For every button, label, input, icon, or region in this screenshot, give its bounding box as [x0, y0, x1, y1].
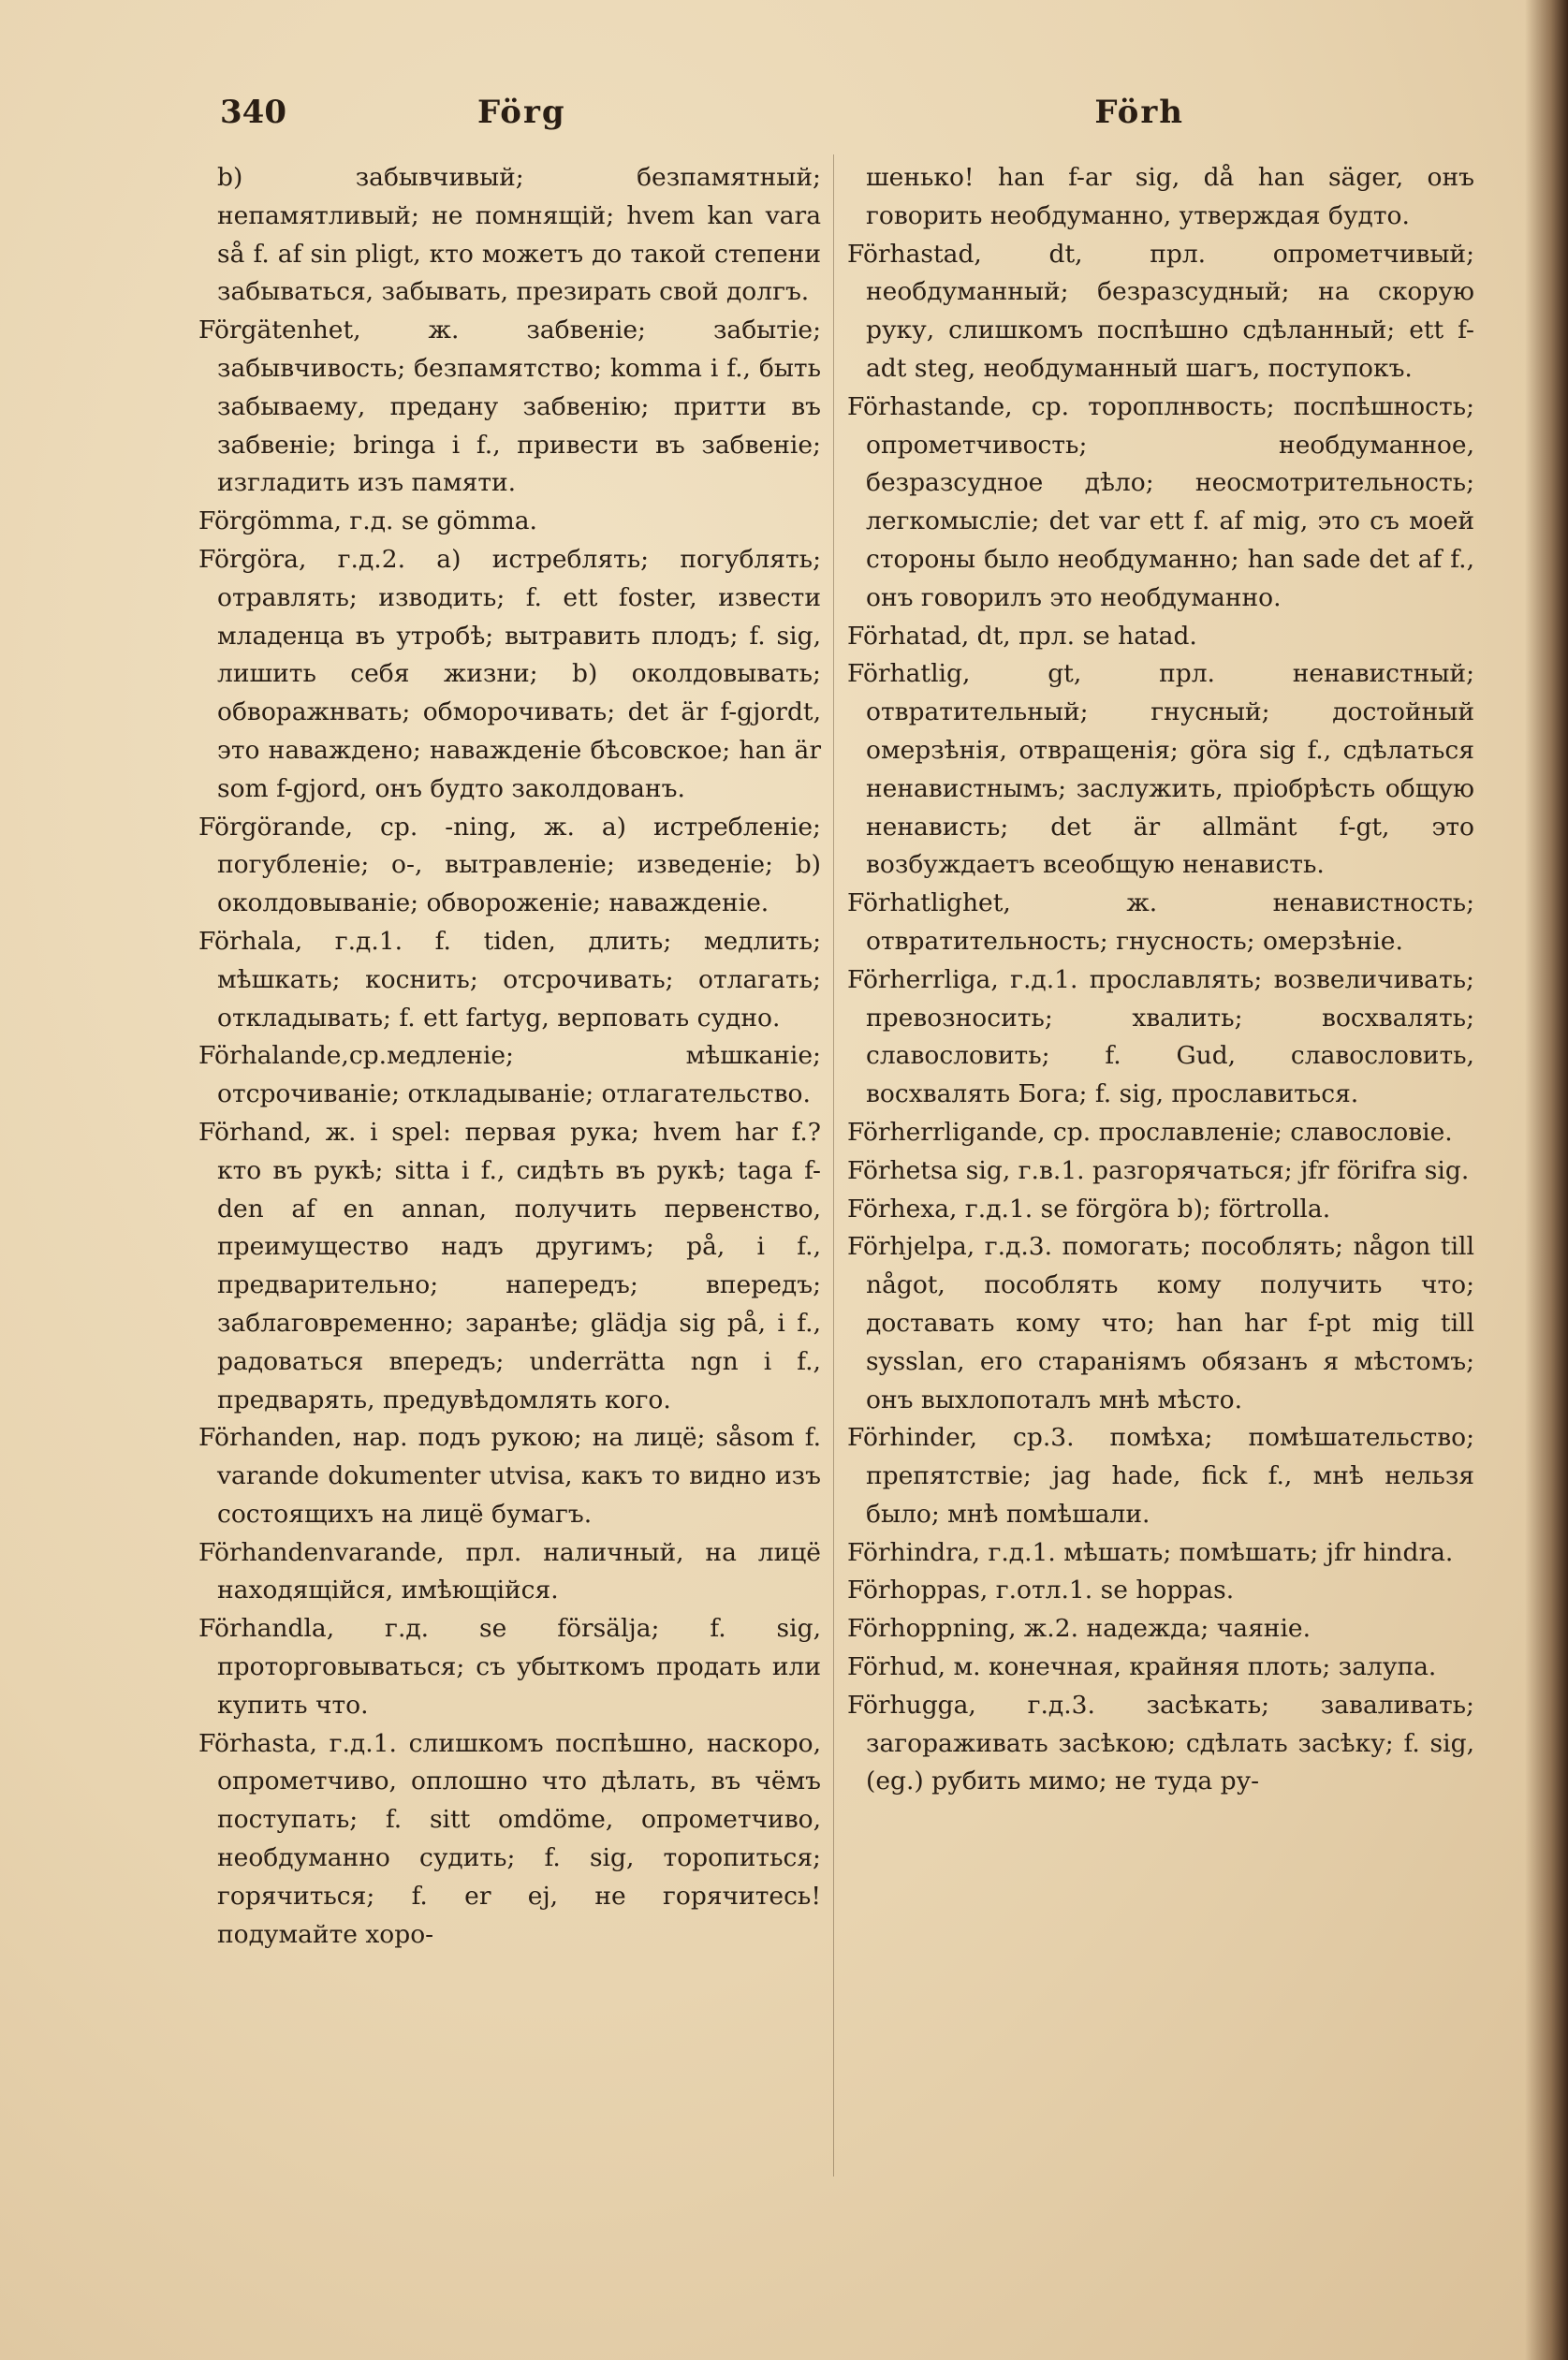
dictionary-entry: Förhalande,ср.медленіе; мѣшканіе; отсрочиваніе; откладываніе; отлагательство. [198, 1041, 821, 1109]
dictionary-entry: Förherrligande, ср. прославленіе; славословіе. [847, 1117, 1453, 1147]
dictionary-entry: Förhoppning, ж.2. надежда; чаяніе. [847, 1614, 1312, 1644]
right-column [847, 159, 1474, 1801]
dictionary-entry: b) забывчивый; безпамятный; непамятливый; не помнящій; hvem kan vara så f. af sin pligt, кто можетъ до такой степени забываться, забывать, презирать свой долгъ. [217, 163, 821, 307]
left-column [198, 159, 821, 1954]
dictionary-entry: Förgörande, ср. -ning, ж. a) истребленіе; погубленіе; о-, вытравленіе; изведеніе; b) околдовываніе; обвороженіе; наважденіе. [198, 812, 821, 918]
column-divider [833, 154, 834, 2177]
dictionary-entry: Förhasta, г.д.1. слишкомъ поспѣшно, наскоро, опрометчиво, оплошно что дѣлать, въ чёмъ поступать; f. sitt omdöme, опрометчиво, необдуманно судить; f. sig, торопиться; горячиться; f. er ej, не горячитесь! подумайте хоро- [198, 1728, 821, 1949]
dictionary-entry: Förhoppas, г.отл.1. se hoppas. [847, 1576, 1235, 1605]
dictionary-entry: Förhandla, г.д. se försälja; f. sig, проторговываться; съ убыткомъ продать или купить что. [198, 1614, 821, 1720]
dictionary-entry: Förhud, м. конечная, крайняя плоть; залупа. [847, 1652, 1437, 1682]
dictionary-entry: Förherrliga, г.д.1. прославлять; возвеличивать; превозносить; хвалить; восхвалять; славословить; f. Gud, славословить, восхвалять Бога; f. sig, прославиться. [847, 964, 1474, 1109]
dictionary-entry: Förhexa, г.д.1. se förgöra b); förtrolla. [847, 1194, 1331, 1224]
dictionary-entry: Förhinder, ср.3. помѣха; помѣшательство; препятствіе; jag hade, fick f., мнѣ нельзя было; мнѣ помѣшали. [847, 1423, 1474, 1529]
dictionary-entry: Förhugga, г.д.3. засѣкать; заваливать; загораживать засѣкою; сдѣлать засѣку; f. sig, (eg.) рубить мимо; не туда ру- [847, 1690, 1474, 1796]
dictionary-entry: Förhastande, ср. тороплнвость; поспѣшность; опрометчивость; необдуманное, безразсудное дѣло; неосмотрительность; легкомысліе; det var ett f. af mig, это съ моей стороны было необдуманно; han sade det af f., онъ говорилъ это необдуманно. [847, 391, 1474, 612]
dictionary-entry: Förhand, ж. i spel: первая рука; hvem har f.? кто въ рукѣ; sitta i f., сидѣть въ рукѣ; taga f-den af en annan, получить первенство, преимущество надъ другимъ; på, i f., предварительно; напередъ; впередъ; заблаговременно; заранѣе; glädja sig på, i f., радоваться впередъ; underrätta ngn i f., предварять, предувѣдомлять кого. [198, 1117, 821, 1415]
dictionary-entry: шенько! han f-ar sig, då han säger, онъ говорить необдуманно, утверждая будто. [866, 163, 1474, 230]
dictionary-entry: Förhala, г.д.1. f. tiden, длить; медлить; мѣшкать; коснить; отсрочивать; отлагать; откладывать; f. ett fartyg, верповать судно. [198, 926, 821, 1033]
running-header [220, 94, 1184, 150]
dictionary-entry: Förhandenvarande, прл. наличный, на лицё находящійся, имѣющійся. [198, 1537, 821, 1605]
left-running-head: Förg [477, 94, 566, 131]
dictionary-entry: Förgömma, г.д. se gömma. [198, 506, 537, 536]
dictionary-entry: Förhatad, dt, прл. se hatad. [847, 621, 1197, 651]
dictionary-entry: Förhatlig, gt, прл. ненавистный; отвратительный; гнусный; достойный омерзѣнія, отвращенія; göra sig f., сдѣлаться ненавистнымъ; заслужить, пріобрѣсть общую ненависть; det är allmänt f-gt, это возбуждаетъ всеобщую ненависть. [847, 659, 1474, 880]
dictionary-entry: Förhanden, нар. подъ рукою; на лицё; såsom f. varande dokumenter utvisa, какъ то видно изъ состоящихъ на лицё бумагъ. [198, 1423, 821, 1529]
right-running-head: Förh [1094, 94, 1184, 131]
dictionary-entry: Förhatlighet, ж. ненавистность; отвратительность; гнусность; омерзѣніе. [847, 888, 1474, 956]
page-number: 340 [220, 94, 286, 131]
book-spine-shadow [1525, 0, 1568, 2360]
dictionary-entry: Förgätenhet, ж. забвеніе; забытіе; забывчивость; безпамятство; komma i f., быть забываему, предану забвенію; притти въ забвеніе; bringa i f., привести въ забвеніе; изгладить изъ памяти. [198, 315, 821, 498]
dictionary-entry: Förhetsa sig, г.в.1. разгорячаться; jfr förifra sig. [847, 1155, 1470, 1185]
dictionary-entry: Förgöra, г.д.2. a) истреблять; погублять; отравлять; изводить; f. ett foster, извести младенца въ утробѣ; вытравить плодъ; f. sig, лишить себя жизни; b) околдовывать; обворажнвать; обморочивать; det är f-gjordt, это наваждено; наважденіе бѣсовское; han är som f-gjord, онъ будто заколдованъ. [198, 544, 821, 803]
dictionary-entry: Förhindra, г.д.1. мѣшать; помѣшать; jfr hindra. [847, 1537, 1454, 1567]
dictionary-entry: Förhjelpa, г.д.3. помогать; пособлять; någon till något, пособлять кому получить что; доставать кому что; han har f-pt mig till sysslan, его стараніямъ обязанъ я мѣстомъ; онъ выхлопоталъ мнѣ мѣсто. [847, 1232, 1474, 1415]
dictionary-entry: Förhastad, dt, прл. опрометчивый; необдуманный; безразсудный; на скорую руку, слишкомъ поспѣшно сдѣланный; ett f-adt steg, необдуманный шагъ, поступокъ. [847, 239, 1474, 383]
